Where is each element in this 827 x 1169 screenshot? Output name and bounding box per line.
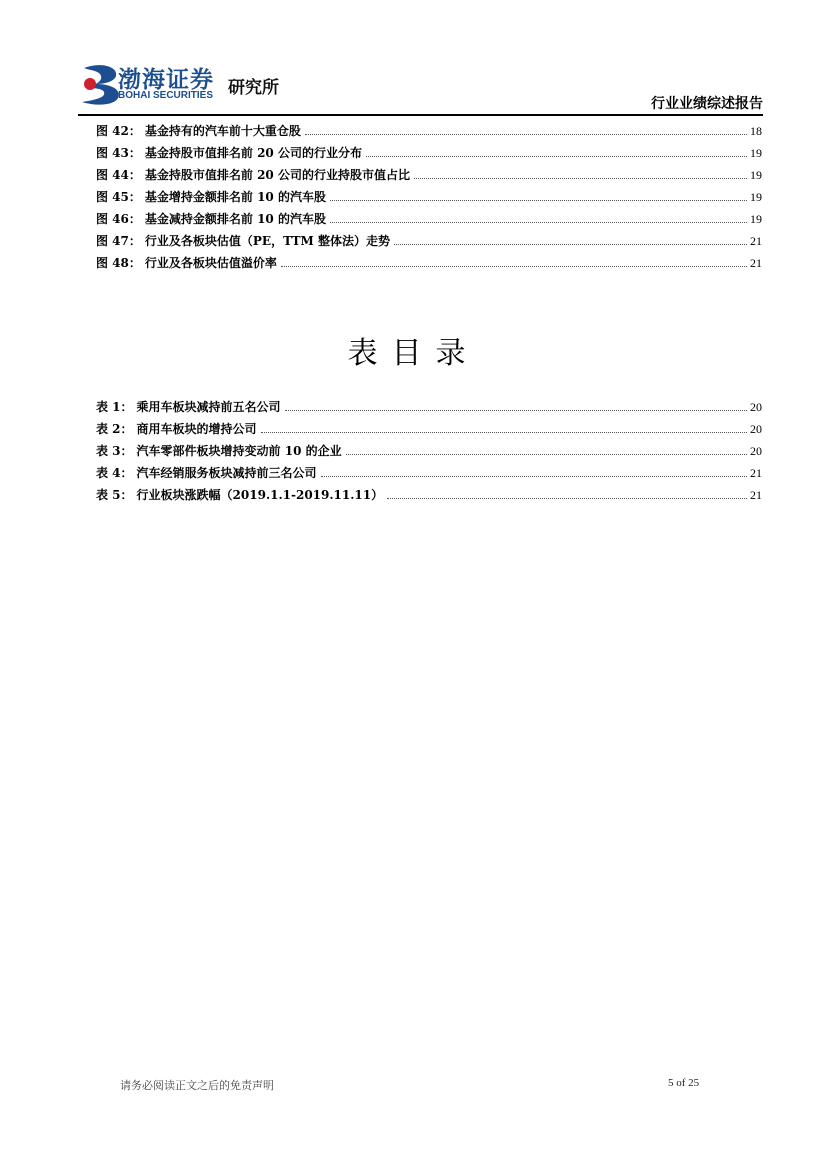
entry-title: 行业及各板块估值（PE，TTM 整体法）走势 [144, 234, 390, 248]
entry-number: 图 46 [96, 212, 129, 226]
entry-page: 19 [750, 212, 762, 226]
table-list [96, 393, 762, 503]
entry-title: 行业板块涨跌幅（2019.1.1-2019.11.11） [136, 488, 384, 502]
dot-leader [366, 156, 747, 157]
entry-page: 18 [750, 124, 762, 138]
page-header [78, 60, 763, 116]
entry-number: 图 42 [96, 124, 129, 138]
dot-leader [414, 178, 747, 179]
entry-title: 乘用车板块减持前五名公司 [136, 400, 281, 414]
tables-heading: 表目录 [347, 336, 480, 371]
figure-entry[interactable]: 图 42 ： 基金持有的汽车前十大重仓股 18 [96, 124, 762, 138]
entry-number: 图 47 [96, 234, 129, 248]
entry-page: 21 [750, 466, 762, 480]
entry-page: 20 [750, 444, 762, 458]
entry-page: 19 [750, 190, 762, 204]
entry-title: 商用车板块的增持公司 [136, 422, 257, 436]
entry-number: 表 5 [96, 488, 121, 502]
entry-page: 19 [750, 168, 762, 182]
brand-name-en: BOHAI SECURITIES [118, 90, 214, 101]
report-type: 行业业绩综述报告 [651, 96, 763, 112]
table-entry[interactable]: 表 4 ： 汽车经销服务板块减持前三名公司 21 [96, 466, 762, 480]
entry-number: 图 43 [96, 146, 129, 160]
entry-number: 图 45 [96, 190, 129, 204]
dot-leader [285, 410, 747, 411]
entry-number: 图 48 [96, 256, 129, 270]
dot-leader [281, 266, 747, 267]
dot-leader [330, 200, 747, 201]
header-divider [78, 114, 763, 116]
entry-title: 基金持有的汽车前十大重仓股 [144, 124, 301, 138]
dot-leader [346, 454, 747, 455]
entry-title: 基金持股市值排名前 20 公司的行业分布 [144, 146, 362, 160]
entry-page: 21 [750, 488, 762, 502]
entry-page: 19 [750, 146, 762, 160]
entry-title: 基金增持金额排名前 10 的汽车股 [144, 190, 326, 204]
entry-title: 基金减持金额排名前 10 的汽车股 [144, 212, 326, 226]
entry-page: 21 [750, 256, 762, 270]
dot-leader [387, 498, 747, 499]
table-entry[interactable]: 表 2 ： 商用车板块的增持公司 20 [96, 422, 762, 436]
figure-entry[interactable]: 图 47 ： 行业及各板块估值（PE，TTM 整体法）走势 21 [96, 234, 762, 248]
brand-name-cn: 渤海证券 [118, 67, 214, 93]
figure-entry[interactable]: 图 43 ： 基金持股市值排名前 20 公司的行业分布 19 [96, 146, 762, 160]
footer-page-number: 5 of 25 [668, 1077, 700, 1089]
table-entry[interactable]: 表 3 ： 汽车零部件板块增持变动前 10 的企业 20 [96, 444, 762, 458]
entry-number: 图 44 [96, 168, 129, 182]
figure-entry[interactable]: 图 46 ： 基金减持金额排名前 10 的汽车股 19 [96, 212, 762, 226]
dot-leader [330, 222, 747, 223]
figure-list [96, 117, 762, 271]
entry-number: 表 4 [96, 466, 121, 480]
figure-entry[interactable]: 图 48 ： 行业及各板块估值溢价率 21 [96, 256, 762, 270]
entry-title: 汽车经销服务板块减持前三名公司 [136, 466, 317, 480]
entry-number: 表 2 [96, 422, 121, 436]
entry-page: 20 [750, 400, 762, 414]
entry-page: 21 [750, 234, 762, 248]
figure-entry[interactable]: 图 44 ： 基金持股市值排名前 20 公司的行业持股市值占比 19 [96, 168, 762, 182]
dot-leader [305, 134, 747, 135]
entry-page: 20 [750, 422, 762, 436]
table-entry[interactable]: 表 5 ： 行业板块涨跌幅（2019.1.1-2019.11.11） 21 [96, 488, 762, 502]
footer-disclaimer: 请务必阅读正文之后的免责声明 [120, 1079, 274, 1092]
table-entry[interactable]: 表 1 ： 乘用车板块减持前五名公司 20 [96, 400, 762, 414]
entry-title: 基金持股市值排名前 20 公司的行业持股市值占比 [144, 168, 410, 182]
entry-number: 表 1 [96, 400, 121, 414]
dot-leader [261, 432, 747, 433]
entry-title: 行业及各板块估值溢价率 [144, 256, 277, 270]
entry-title: 汽车零部件板块增持变动前 10 的企业 [136, 444, 342, 458]
dot-leader [321, 476, 747, 477]
brand-institute: 研究所 [228, 78, 279, 98]
figure-entry[interactable]: 图 45 ： 基金增持金额排名前 10 的汽车股 19 [96, 190, 762, 204]
entry-number: 表 3 [96, 444, 121, 458]
dot-leader [394, 244, 747, 245]
